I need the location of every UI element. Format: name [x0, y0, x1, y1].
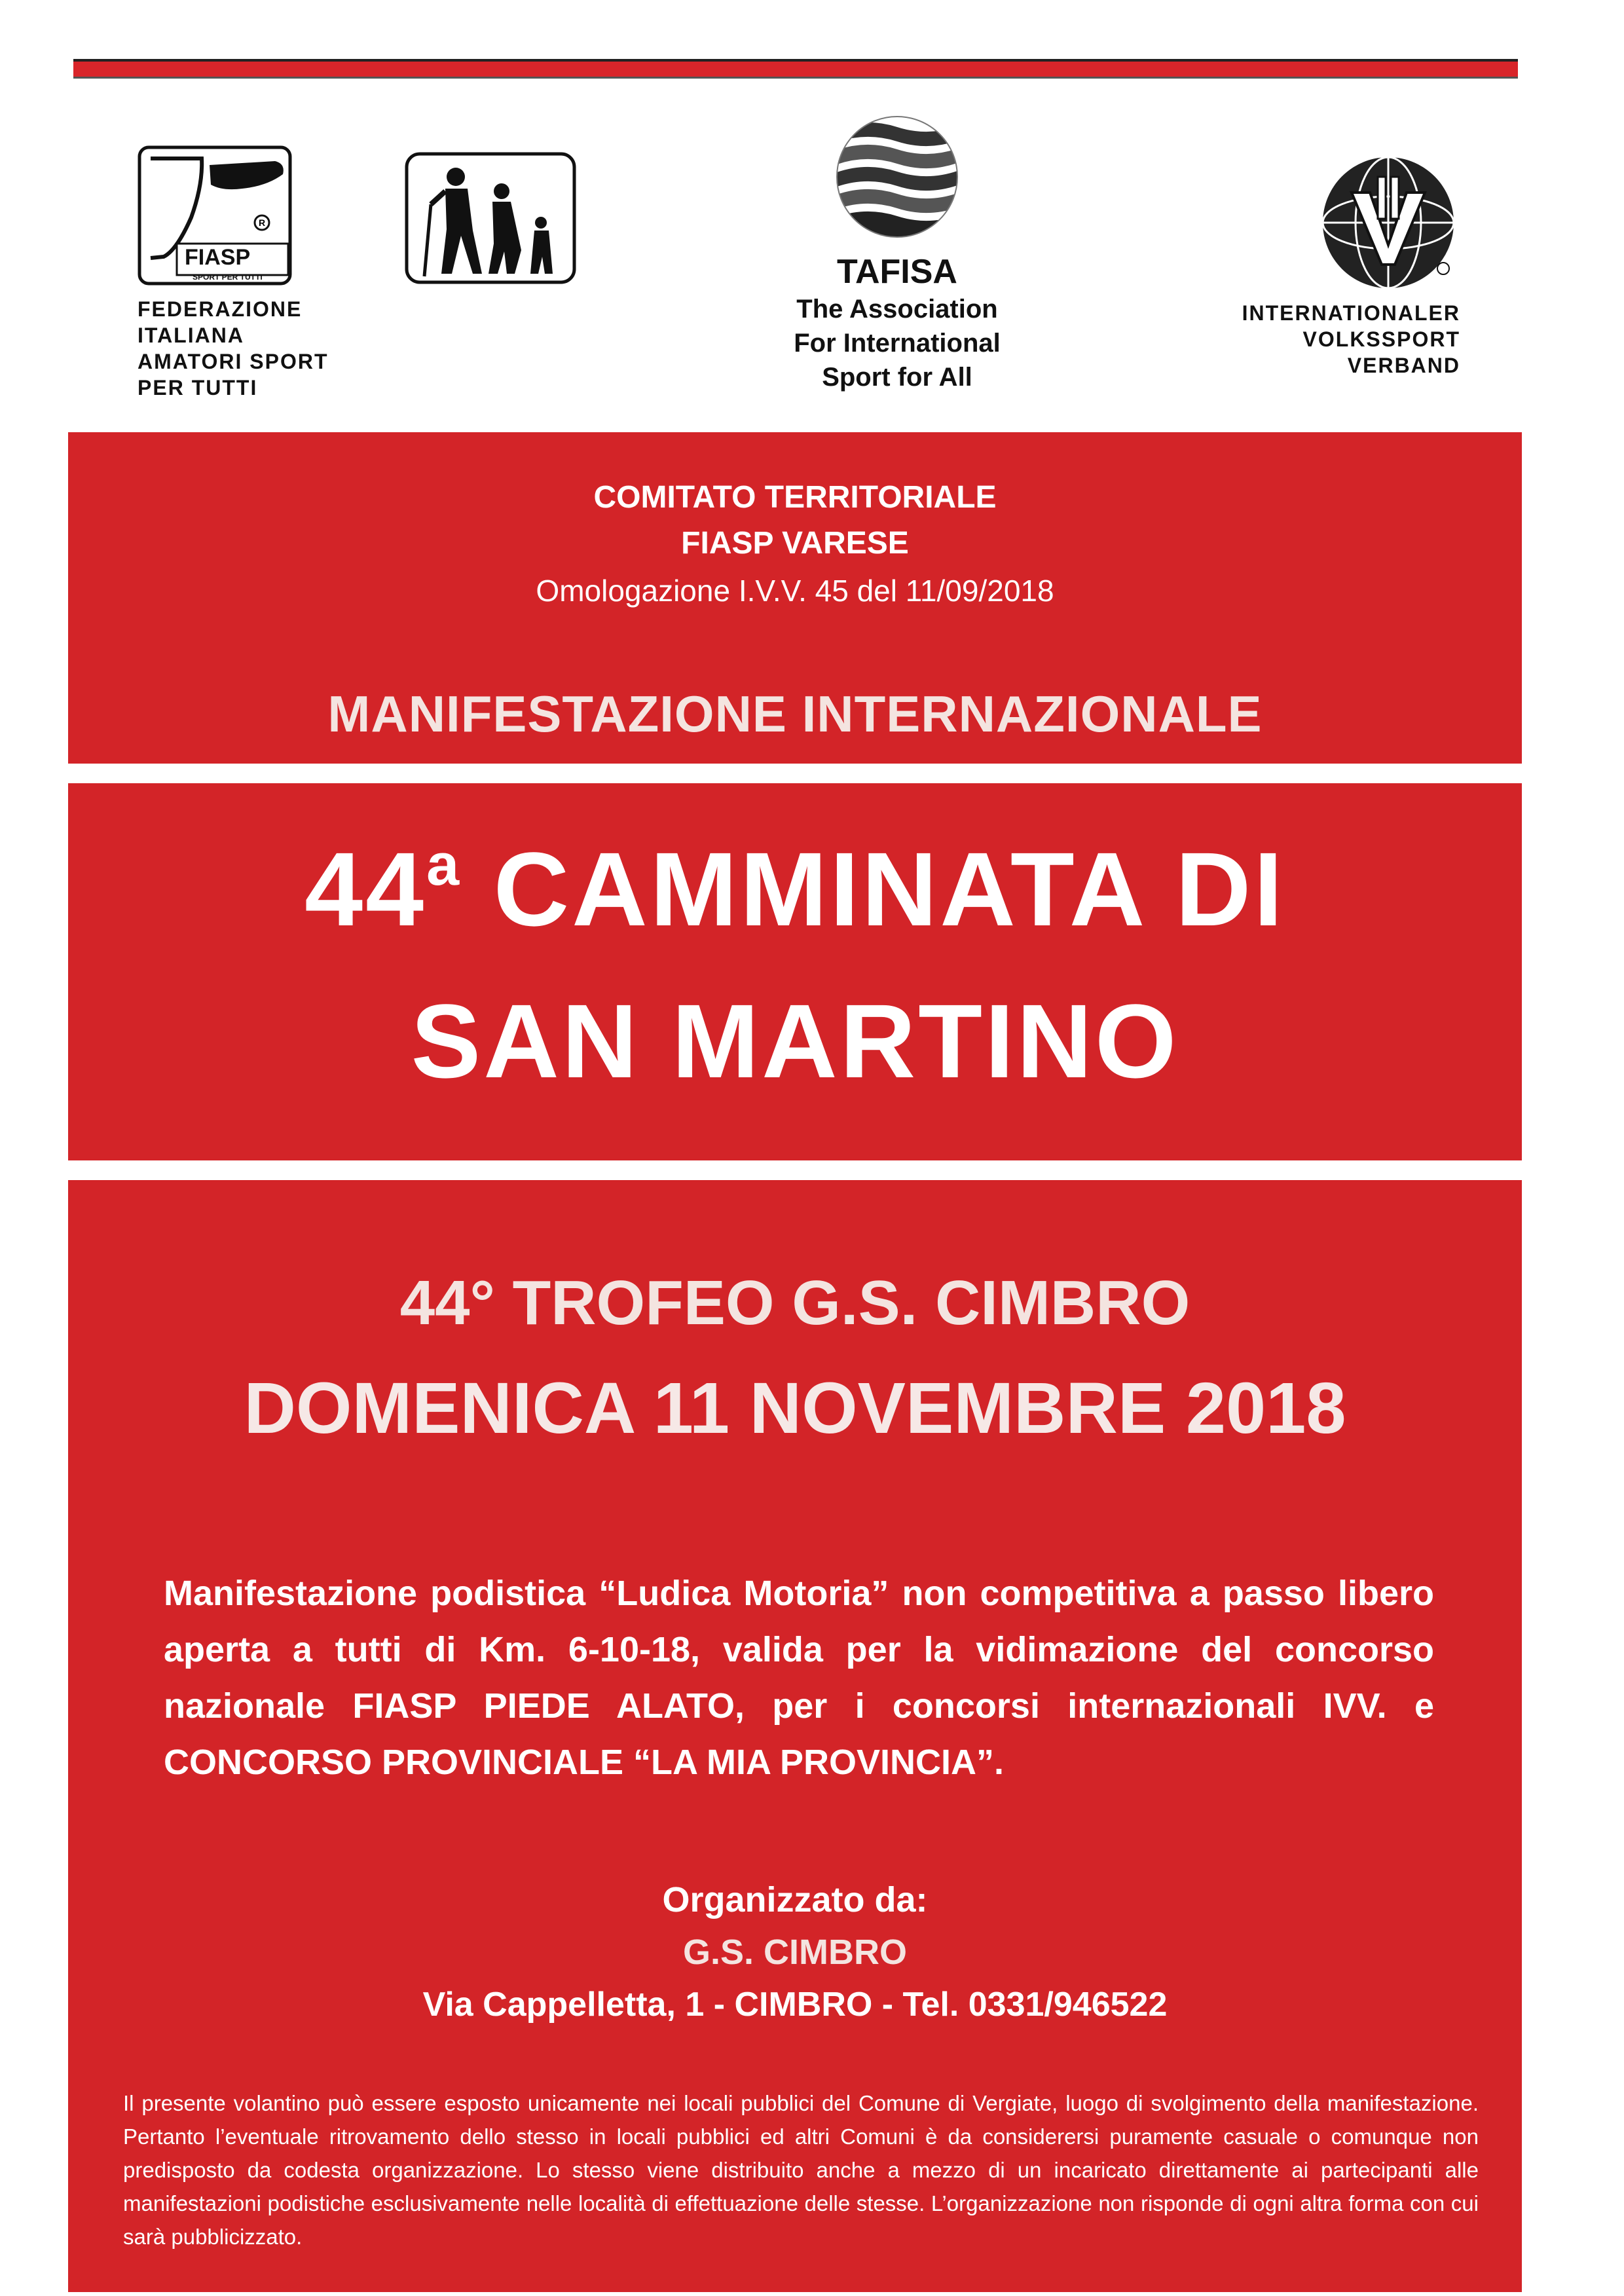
tafisa-line: The Association: [796, 295, 998, 324]
tafisa-line: For International: [794, 329, 1001, 358]
ivv-org-name: [1166, 300, 1460, 379]
event-title-rest: CAMMINATA DI: [462, 830, 1285, 948]
event-date: DOMENICA 11 NOVEMBRE 2018: [244, 1368, 1346, 1449]
event-description: Manifestazione podistica “Ludica Motoria” non competitiva a passo libero aperta a tutti di Km. 6-10-18, valida per la vidimazione del concorso nazionale FIASP PIEDE ALATO, per i concorsi internazionali IVV. e CONCORSO PROVINCIALE “LA MIA PROVINCIA”.: [164, 1574, 1434, 1782]
tafisa-line: Sport for All: [822, 363, 972, 392]
fiasp-org-line: ITALIANA: [138, 324, 244, 347]
edition-ordinal: a: [426, 832, 462, 898]
event-title-line-2: SAN MARTINO: [411, 982, 1179, 1100]
fiasp-logo: [138, 145, 292, 286]
event-type-heading: MANIFESTAZIONE INTERNAZIONALE: [327, 685, 1263, 743]
fiasp-org-name: [138, 296, 386, 401]
white-divider-bottom: [68, 1160, 1522, 1180]
fiasp-org-line: FEDERAZIONE: [138, 297, 303, 321]
edition-number: 44: [304, 830, 427, 948]
fiasp-tagline: SPORT PER TUTTI: [193, 272, 263, 282]
globe-waves-icon: [832, 111, 963, 242]
organizer-address: Via Cappelletta, 1 - CIMBRO - Tel. 0331/946522: [422, 1986, 1168, 2024]
ivv-org-line: VERBAND: [1347, 354, 1460, 377]
fiasp-mark-text: FIASP: [185, 245, 251, 270]
committee-line-2: FIASP VARESE: [681, 526, 909, 561]
fiasp-foot-icon: [138, 145, 292, 286]
ivv-globe-emblem-icon: [1315, 153, 1462, 292]
organizer-name: G.S. CIMBRO: [682, 1933, 907, 1972]
white-divider-top: [68, 764, 1522, 783]
walkers-logo: [405, 152, 576, 284]
tafisa-title: TAFISA: [837, 253, 957, 291]
top-red-rule: [73, 59, 1518, 79]
organizer-label: Organizzato da:: [662, 1880, 928, 1919]
fiasp-org-line: AMATORI SPORT: [138, 350, 329, 373]
ivv-org-line: INTERNATIONALER: [1242, 301, 1460, 325]
disclaimer-text: Il presente volantino può essere esposto unicamente nei locali pubblici del Comune di Vergiate, luogo di svolgimento della manifestazione. Pertanto l’eventuale ritrovamento dello stesso in locali pubblici ed altri Comuni è da considerersi puramente casuale o comunque non predisposto da codesta organizzazione. Lo stesso viene distribuito anche a mezzo di un incaricato direttamente ai partecipanti alle manifestazioni podistiche esclusivamente nelle località di effettuazione delle stesse. L’organizzazione non risponde di ogni altra forma con cui sarà pubblicizzato.: [123, 2091, 1479, 2249]
trophy-heading: 44° TROFEO G.S. CIMBRO: [399, 1268, 1190, 1338]
ivv-org-line: VOLKSSPORT: [1302, 327, 1460, 351]
family-walking-icon: [405, 152, 576, 284]
svg-text:R: R: [259, 217, 266, 228]
tafisa-text: [740, 251, 1054, 394]
committee-line-1: COMITATO TERRITORIALE: [593, 480, 997, 515]
tafisa-logo: [832, 111, 963, 242]
ivv-logo: [1315, 153, 1462, 292]
fiasp-org-line: PER TUTTI: [138, 376, 258, 399]
event-title-line-1: [68, 830, 1522, 948]
approval-line: Omologazione I.V.V. 45 del 11/09/2018: [536, 574, 1054, 608]
